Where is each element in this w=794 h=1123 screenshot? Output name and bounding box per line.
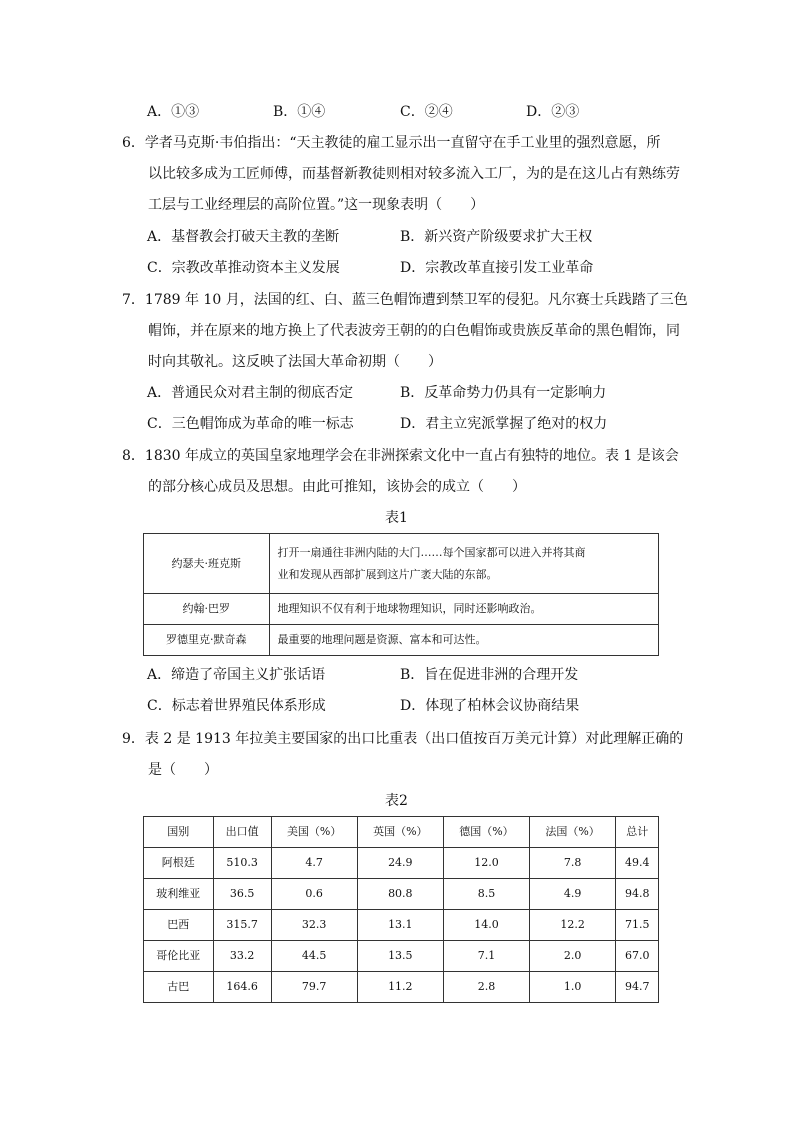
table-2-header-cell: 法国（%） [529, 817, 616, 848]
q7-option-d: D．君主立宪派掌握了绝对的权力 [400, 416, 608, 432]
q7-stem-line: 7．1789 年 10 月，法国的红、白、蓝三色帽饰遭到禁卫军的侵犯。凡尔赛士兵践踏了三色 [122, 292, 688, 308]
table-2-cell: 44.5 [271, 941, 357, 972]
table-2-header-cell: 国别 [144, 817, 214, 848]
table-2-cell: 8.5 [444, 879, 530, 910]
q6-option-a: A．基督教会打破天主教的垄断 [147, 229, 340, 245]
q6-stem-line: 以比较多成为工匠师傅，而基督新教徒则相对较多流入工厂，为的是在这儿占有熟练劳 [148, 166, 680, 182]
table-1-idea-line: 地理知识不仅有利于地球物理知识，同时还影响政治。 [277, 602, 542, 615]
table-2-cell: 7.1 [444, 941, 530, 972]
table-2-cell: 13.5 [357, 941, 444, 972]
table-2-cell: 49.4 [616, 848, 659, 879]
table-1-member-idea [269, 594, 658, 625]
q6-stem-line: 工层与工业经理层的高阶位置。”这一现象表明（ ） [148, 197, 485, 213]
q5-option-b: B．①④ [273, 104, 326, 120]
table-1-idea-line: 打开一扇通往非洲内陆的大门……每个国家都可以进入并将其商 [277, 545, 586, 559]
table-2-cell: 80.8 [357, 879, 444, 910]
table-2-cell: 164.6 [213, 972, 271, 1003]
q7-stem-line: 帽饰，并在原来的地方换上了代表波旁王朝的的白色帽饰或贵族反革命的黑色帽饰，同 [148, 323, 680, 339]
table-1-idea-line: 最重要的地理问题是资源、富本和可达性。 [277, 633, 487, 646]
table-2-cell: 4.9 [529, 879, 616, 910]
table-2-cell: 12.2 [529, 910, 616, 941]
table-row [144, 625, 659, 656]
q8-option-b: B．旨在促进非洲的合理开发 [400, 667, 579, 683]
table-row [144, 534, 659, 594]
q7-stem-line: 时向其敬礼。这反映了法国大革命初期（ ） [148, 354, 442, 370]
table-2-header-cell: 出口值 [213, 817, 271, 848]
table-2-cell: 哥伦比亚 [144, 941, 214, 972]
table-row [144, 879, 659, 910]
table-2-header-cell: 总计 [616, 817, 659, 848]
q8-option-a: A．缔造了帝国主义扩张话语 [147, 667, 326, 683]
table-2-cell: 1.0 [529, 972, 616, 1003]
q6-option-c: C．宗教改革推动资本主义发展 [147, 260, 340, 276]
q6-stem-line: 6．学者马克斯·韦伯指出：“天主教徒的雇工显示出一直留守在手工业里的强烈意愿，所 [122, 135, 661, 151]
table-row [144, 910, 659, 941]
table-1-member-name: 约瑟夫·班克斯 [144, 534, 270, 594]
table-2-cell: 2.0 [529, 941, 616, 972]
table-2-cell: 古巴 [144, 972, 214, 1003]
q6-option-d: D．宗教改革直接引发工业革命 [400, 260, 594, 276]
table-2-cell: 0.6 [271, 879, 357, 910]
table-row [144, 941, 659, 972]
table-2-cell: 11.2 [357, 972, 444, 1003]
q5-option-c: C．②④ [400, 104, 453, 120]
table-2-cell: 14.0 [444, 910, 530, 941]
table-header-row [144, 817, 659, 848]
table-row [144, 972, 659, 1003]
table-2-cell: 67.0 [616, 941, 659, 972]
q8-stem-line: 8．1830 年成立的英国皇家地理学会在非洲探索文化中一直占有独特的地位。表 1 是该会 [122, 448, 679, 464]
table-2-cell: 33.2 [213, 941, 271, 972]
table-2-cell: 阿根廷 [144, 848, 214, 879]
table-1-member-name: 罗德里克·默奇森 [144, 625, 270, 656]
q9-stem-line: 是（ ） [148, 762, 218, 778]
table-2-header-cell: 美国（%） [271, 817, 357, 848]
table-2-cell: 巴西 [144, 910, 214, 941]
table-2-cell: 315.7 [213, 910, 271, 941]
table-2-cell: 24.9 [357, 848, 444, 879]
q8-stem-line: 的部分核心成员及思想。由此可推知，该协会的成立（ ） [148, 479, 526, 495]
table-2-cell: 13.1 [357, 910, 444, 941]
q7-option-a: A．普通民众对君主制的彻底否定 [147, 385, 354, 401]
table-2-cell: 玻利维亚 [144, 879, 214, 910]
table-2-header-cell: 英国（%） [357, 817, 444, 848]
table-1-caption: 表1 [385, 510, 408, 526]
table-2-cell: 4.7 [271, 848, 357, 879]
q5-option-d: D．②③ [526, 104, 580, 120]
q5-option-a: A．①③ [147, 104, 200, 120]
table-1-idea-line: 业和发现从西部扩展到这片广袤大陆的东部。 [277, 567, 498, 581]
q6-option-b: B．新兴资产阶级要求扩大王权 [400, 229, 593, 245]
q8-option-c: C．标志着世界殖民体系形成 [147, 698, 326, 714]
table-2-cell: 94.7 [616, 972, 659, 1003]
table-1 [143, 533, 659, 656]
q8-option-d: D．体现了柏林会议协商结果 [400, 698, 580, 714]
table-2-cell: 71.5 [616, 910, 659, 941]
table-2-cell: 12.0 [444, 848, 530, 879]
table-2-caption: 表2 [385, 793, 408, 809]
table-2-cell: 94.8 [616, 879, 659, 910]
table-2-cell: 79.7 [271, 972, 357, 1003]
table-1-member-idea [269, 625, 658, 656]
table-2-cell: 36.5 [213, 879, 271, 910]
table-2 [143, 816, 659, 1003]
q9-stem-line: 9．表 2 是 1913 年拉美主要国家的出口比重表（出口值按百万美元计算）对此理解正确的 [122, 731, 684, 747]
table-1-member-idea [269, 534, 658, 594]
table-1-member-name: 约翰·巴罗 [144, 594, 270, 625]
table-2-cell: 7.8 [529, 848, 616, 879]
q7-option-b: B．反革命势力仍具有一定影响力 [400, 385, 607, 401]
table-2-cell: 510.3 [213, 848, 271, 879]
table-row [144, 594, 659, 625]
table-2-cell: 32.3 [271, 910, 357, 941]
table-2-header-cell: 德国（%） [444, 817, 530, 848]
table-row [144, 848, 659, 879]
table-2-cell: 2.8 [444, 972, 530, 1003]
q7-option-c: C．三色帽饰成为革命的唯一标志 [147, 416, 354, 432]
